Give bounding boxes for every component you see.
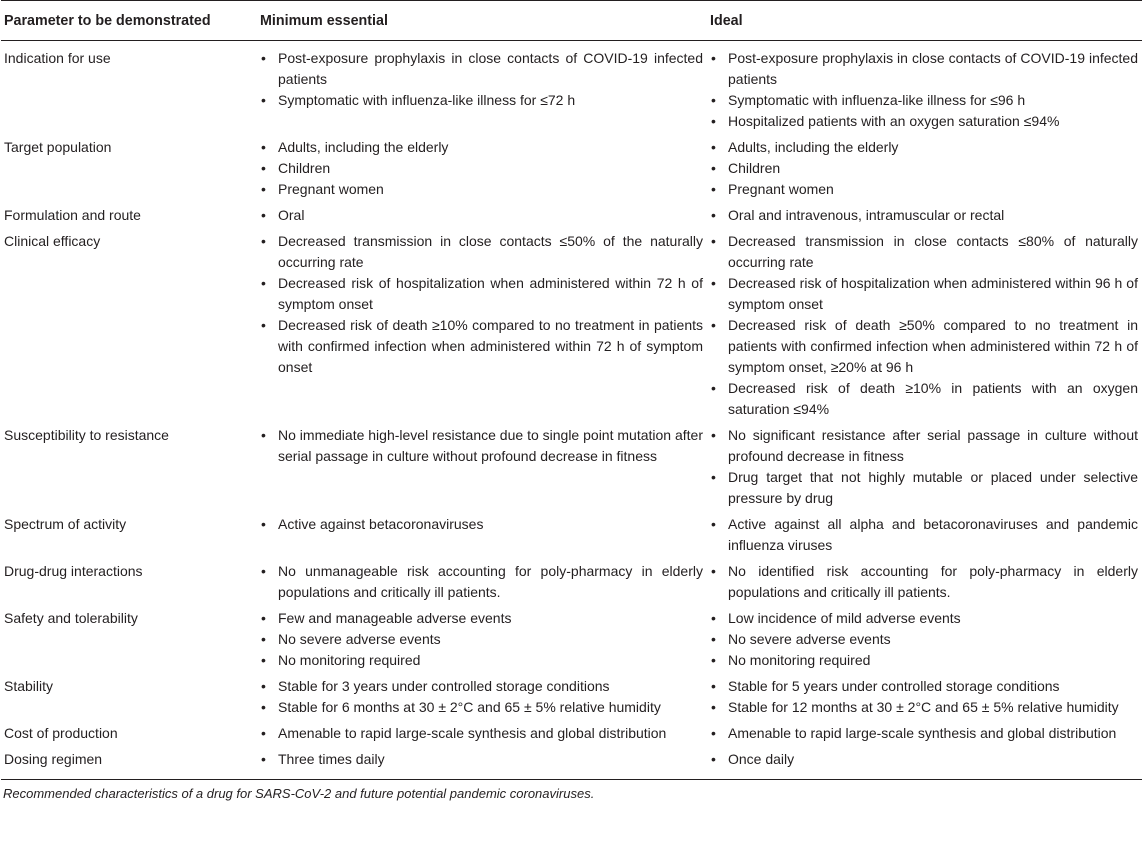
ideal-cell — [707, 718, 1142, 744]
bullet-list — [710, 205, 1138, 226]
bullet-item: • No identified risk accounting for poly-pharmacy in elderly populations and critically ill patients. — [710, 561, 1138, 603]
bullet-item: • Stable for 12 months at 30 ± 2°C and 65 ± 5% relative humidity — [710, 697, 1138, 718]
parameter-cell: Stability — [4, 678, 54, 694]
bullet-list — [260, 48, 703, 111]
bullet-item: • Amenable to rapid large-scale synthesis and global distribution — [710, 723, 1138, 744]
bullet-list — [710, 561, 1138, 603]
bullet-item: • Post-exposure prophylaxis in close contacts of COVID-19 infected patients — [710, 48, 1138, 90]
table-row — [1, 420, 1142, 509]
bullet-item: • Adults, including the elderly — [710, 137, 1138, 158]
bullet-item: • Amenable to rapid large-scale synthesis and global distribution — [260, 723, 703, 744]
bullet-item: • Once daily — [710, 749, 1138, 770]
bullet-item: • Decreased risk of death ≥10% compared to no treatment in patients with confirmed infection when administered within 72 h of symptom onset — [260, 315, 703, 378]
table-row — [1, 603, 1142, 671]
parameter-cell: Dosing regimen — [1, 744, 257, 780]
bullet-item: • No immediate high-level resistance due to single point mutation after serial passage in culture without profound decrease in fitness — [260, 425, 703, 467]
bullet-list — [260, 749, 703, 770]
bullet-item: • Pregnant women — [260, 179, 703, 200]
header-minimum-essential: Minimum essential — [257, 1, 707, 41]
bullet-item: • Hospitalized patients with an oxygen saturation ≤94% — [710, 111, 1138, 132]
table-row — [1, 226, 1142, 420]
bullet-item: • Drug target that not highly mutable or placed under selective pressure by drug — [710, 467, 1138, 509]
table-row — [1, 744, 1142, 780]
table-row — [1, 41, 1142, 133]
minimum-essential-cell — [257, 132, 707, 200]
minimum-essential-cell — [257, 718, 707, 744]
bullet-item: • No severe adverse events — [260, 629, 703, 650]
parameter-cell: Formulation and route — [4, 207, 141, 223]
bullet-item: • Children — [710, 158, 1138, 179]
bullet-item: • Children — [260, 158, 703, 179]
ideal-cell — [707, 41, 1142, 133]
bullet-list — [260, 723, 703, 744]
bullet-item: • Decreased risk of hospitalization when administered within 96 h of symptom onset — [710, 273, 1138, 315]
bullet-item: • No severe adverse events — [710, 629, 1138, 650]
parameter-cell: Safety and tolerability — [4, 610, 138, 626]
bullet-list — [710, 749, 1138, 770]
ideal-cell — [707, 671, 1142, 718]
table-row — [1, 556, 1142, 603]
bullet-item: • Post-exposure prophylaxis in close contacts of COVID-19 infected patients — [260, 48, 703, 90]
table-header — [1, 1, 1142, 41]
minimum-essential-cell — [257, 603, 707, 671]
bullet-item: • Low incidence of mild adverse events — [710, 608, 1138, 629]
ideal-cell — [707, 556, 1142, 603]
bullet-item: • Oral — [260, 205, 703, 226]
table-row — [1, 671, 1142, 718]
bullet-item: • Oral and intravenous, intramuscular or rectal — [710, 205, 1138, 226]
bullet-list — [710, 425, 1138, 509]
bullet-list — [710, 48, 1138, 132]
bullet-list — [710, 608, 1138, 671]
parameter-cell: Clinical efficacy — [4, 233, 101, 249]
bullet-list — [710, 231, 1138, 420]
bullet-list — [710, 676, 1138, 718]
bullet-item: • Stable for 3 years under controlled storage conditions — [260, 676, 703, 697]
bullet-list — [710, 137, 1138, 200]
bullet-item: • Pregnant women — [710, 179, 1138, 200]
parameter-cell: Target population — [4, 139, 112, 155]
bullet-list — [710, 514, 1138, 556]
bullet-item: • Stable for 5 years under controlled storage conditions — [710, 676, 1138, 697]
ideal-cell — [707, 744, 1142, 780]
bullet-item: • Decreased risk of death ≥50% compared to no treatment in patients with confirmed infection when administered within 72 h of symptom onset, ≥20% at 96 h — [710, 315, 1138, 378]
bullet-item: • Adults, including the elderly — [260, 137, 703, 158]
bullet-item: • No monitoring required — [710, 650, 1138, 671]
bullet-item: • Three times daily — [260, 749, 703, 770]
bullet-list — [260, 676, 703, 718]
bullet-list — [260, 137, 703, 200]
table-row — [1, 132, 1142, 200]
bullet-list — [260, 608, 703, 671]
header-row — [1, 1, 1142, 41]
bullet-item: • Few and manageable adverse events — [260, 608, 703, 629]
ideal-cell — [707, 226, 1142, 420]
minimum-essential-cell — [257, 41, 707, 133]
minimum-essential-cell — [257, 556, 707, 603]
bullet-item: • Symptomatic with influenza-like illness for ≤96 h — [710, 90, 1138, 111]
bullet-list — [260, 514, 703, 535]
bullet-item: • Decreased risk of hospitalization when administered within 72 h of symptom onset — [260, 273, 703, 315]
parameter-cell: Cost of production — [4, 725, 118, 741]
bullet-item: • No significant resistance after serial passage in culture without profound decrease in fitness — [710, 425, 1138, 467]
characteristics-table — [1, 0, 1142, 780]
minimum-essential-cell — [257, 420, 707, 509]
bullet-list — [260, 205, 703, 226]
bullet-list — [260, 425, 703, 467]
minimum-essential-cell — [257, 671, 707, 718]
table-row — [1, 718, 1142, 744]
ideal-cell — [707, 200, 1142, 226]
table-body — [1, 41, 1142, 780]
minimum-essential-cell — [257, 744, 707, 780]
table-caption: Recommended characteristics of a drug for SARS-CoV-2 and future potential pandemic coronaviruses. — [3, 786, 595, 801]
bullet-item: • Decreased risk of death ≥10% in patients with an oxygen saturation ≤94% — [710, 378, 1138, 420]
bullet-list — [710, 723, 1138, 744]
ideal-cell — [707, 509, 1142, 556]
table-row — [1, 509, 1142, 556]
parameter-cell: Spectrum of activity — [4, 516, 127, 532]
bullet-item: • Active against betacoronaviruses — [260, 514, 703, 535]
ideal-cell — [707, 132, 1142, 200]
bullet-item: • Symptomatic with influenza-like illness for ≤72 h — [260, 90, 703, 111]
parameter-cell: Drug-drug interactions — [4, 563, 143, 579]
bullet-item: • No unmanageable risk accounting for poly-pharmacy in elderly populations and critically ill patients. — [260, 561, 703, 603]
parameter-cell: Susceptibility to resistance — [4, 427, 169, 443]
bullet-item: • Decreased transmission in close contacts ≤50% of the naturally occurring rate — [260, 231, 703, 273]
parameter-cell: Indication for use — [4, 50, 111, 66]
bullet-list — [260, 231, 703, 378]
bullet-item: • Decreased transmission in close contacts ≤80% of naturally occurring rate — [710, 231, 1138, 273]
minimum-essential-cell — [257, 509, 707, 556]
bullet-item: • Active against all alpha and betacoronaviruses and pandemic influenza viruses — [710, 514, 1138, 556]
table-row — [1, 200, 1142, 226]
ideal-cell — [707, 603, 1142, 671]
header-ideal: Ideal — [707, 1, 1142, 41]
bullet-item: • No monitoring required — [260, 650, 703, 671]
bullet-item: • Stable for 6 months at 30 ± 2°C and 65 ± 5% relative humidity — [260, 697, 703, 718]
minimum-essential-cell — [257, 226, 707, 420]
ideal-cell — [707, 420, 1142, 509]
minimum-essential-cell — [257, 200, 707, 226]
header-parameter: Parameter to be demonstrated — [1, 1, 257, 41]
bullet-list — [260, 561, 703, 603]
